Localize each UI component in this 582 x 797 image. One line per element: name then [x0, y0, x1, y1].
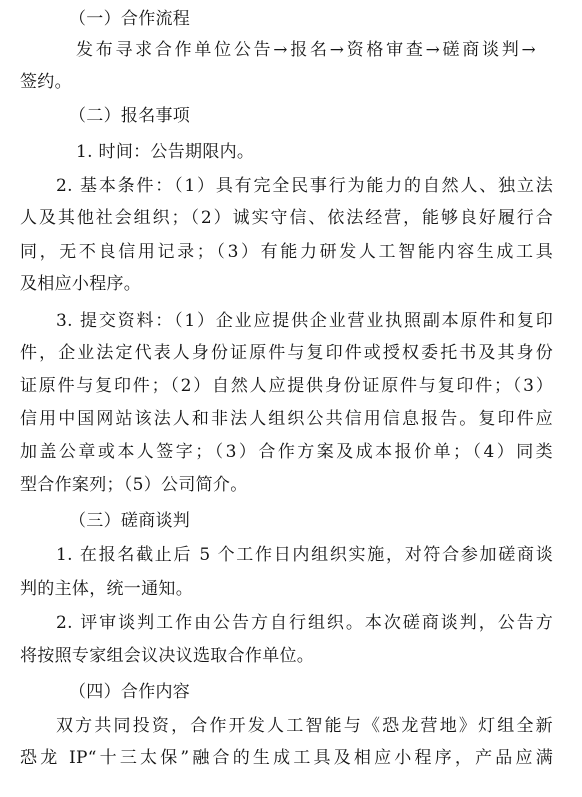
- paragraph-line: 2. 基本条件：（1）具有完全民事行为能力的自然人、独立法: [56, 176, 553, 196]
- paragraph-line: 及相应小程序。: [20, 274, 142, 294]
- paragraph-line: 将按照专家组会议决议选取合作单位。: [20, 646, 315, 666]
- paragraph-line: 人及其他社会组织；（2）诚实守信、依法经营，能够良好履行合: [20, 208, 553, 228]
- paragraph-line: 证原件与复印件；（2）自然人应提供身份证原件与复印件；（3）: [20, 376, 553, 396]
- section-heading: （三）磋商谈判: [69, 511, 191, 531]
- paragraph-line: 签约。: [20, 72, 72, 92]
- section-heading: （二）报名事项: [69, 106, 191, 126]
- paragraph-line: 件，企业法定代表人身份证原件与复印件或授权委托书及其身份: [20, 343, 553, 363]
- paragraph-line: 双方共同投资，合作开发人工智能与《恐龙营地》灯组全新: [56, 716, 553, 736]
- paragraph-line: 判的主体，统一通知。: [20, 579, 193, 599]
- paragraph-line: 1. 时间：公告期限内。: [76, 142, 255, 162]
- section-heading: （四）合作内容: [69, 682, 191, 702]
- paragraph-line: 信用中国网站该法人和非法人组织公共信用信息报告。复印件应: [20, 409, 553, 429]
- paragraph-line: 加盖公章或本人签字；（3）合作方案及成本报价单；（4）同类: [20, 442, 553, 462]
- paragraph-line: 1. 在报名截止后 5 个工作日内组织实施，对符合参加磋商谈: [56, 545, 553, 565]
- paragraph-line: 2. 评审谈判工作由公告方自行组织。本次磋商谈判，公告方: [56, 613, 553, 633]
- paragraph-line: 同，无不良信用记录；（3）有能力研发人工智能内容生成工具: [20, 242, 553, 262]
- paragraph-line: 发布寻求合作单位公告→报名→资格审查→磋商谈判→: [76, 40, 536, 60]
- paragraph-line: 恐龙 IP“十三太保”融合的生成工具及相应小程序，产品应满: [20, 748, 553, 768]
- section-heading: （一）合作流程: [69, 9, 191, 29]
- paragraph-line: 3. 提交资料：（1）企业应提供企业营业执照副本原件和复印: [56, 311, 553, 331]
- paragraph-line: 型合作案列；（5）公司简介。: [20, 475, 248, 495]
